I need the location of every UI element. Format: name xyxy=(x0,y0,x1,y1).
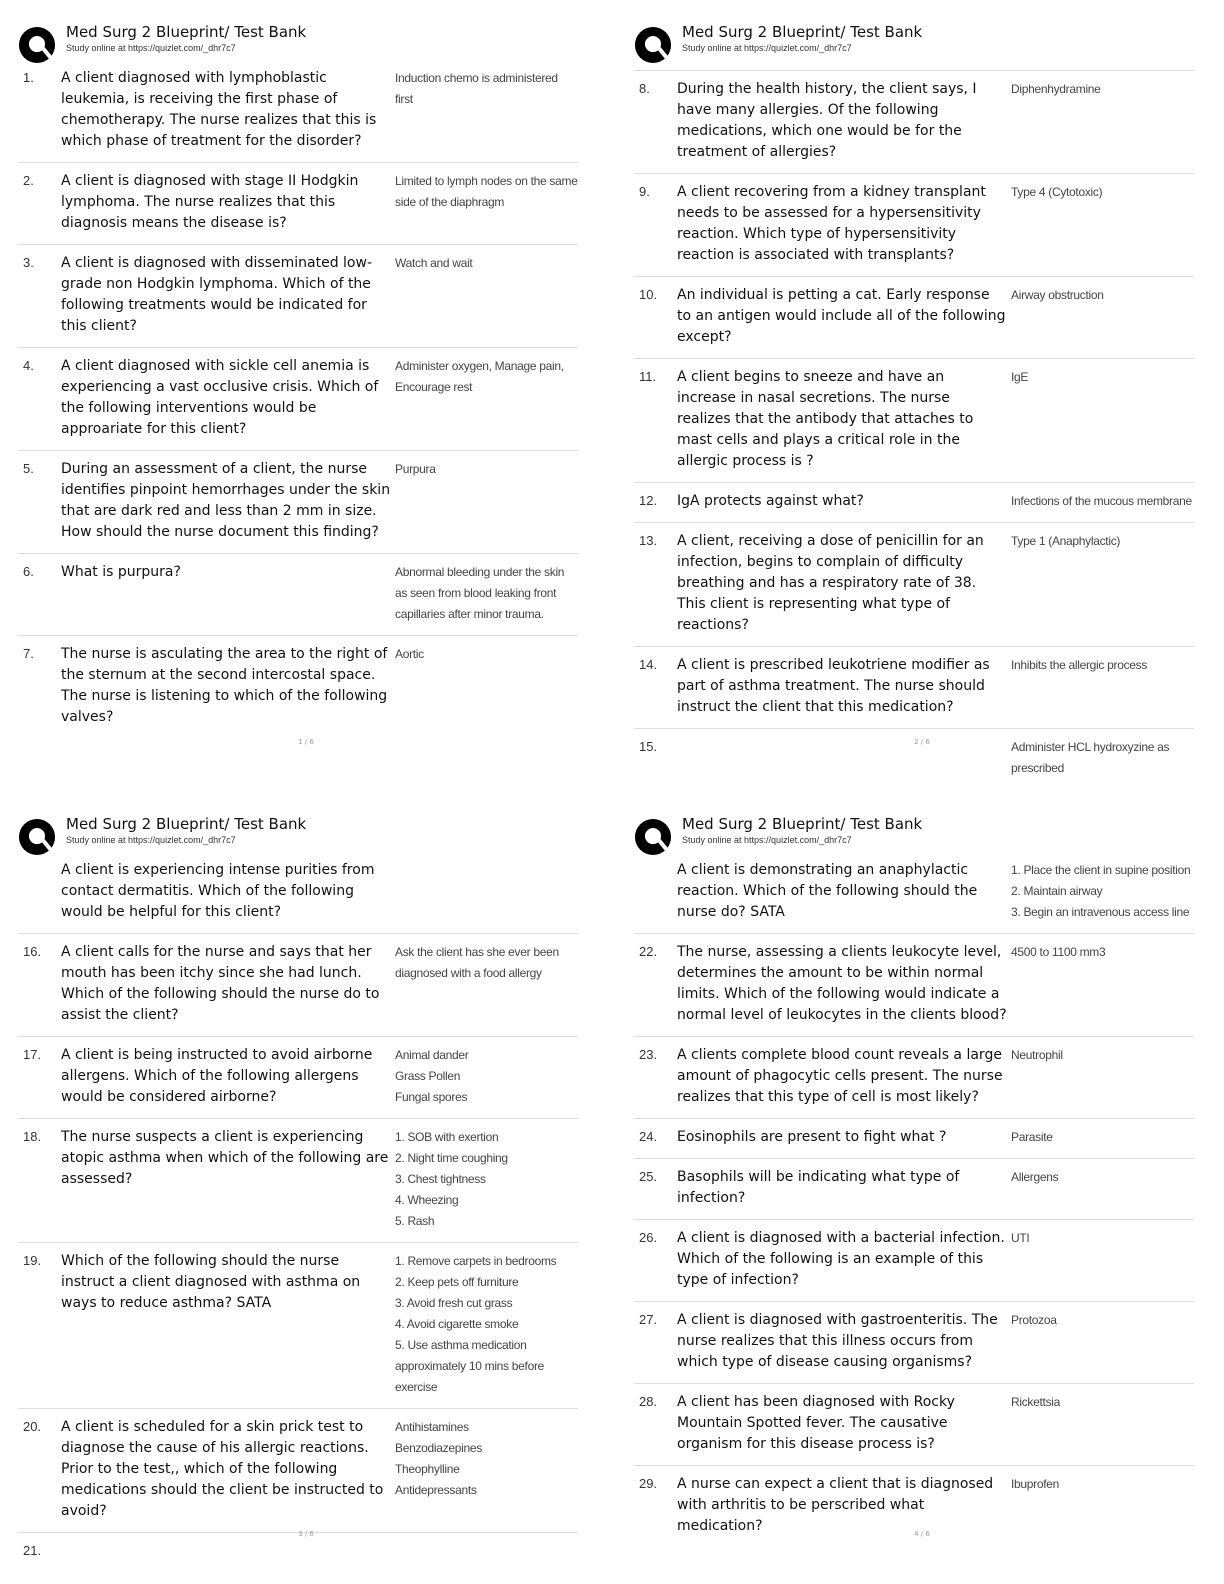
answer-text xyxy=(1007,1228,1194,1291)
qa-row xyxy=(634,1119,1194,1159)
question-number: 15. xyxy=(639,739,658,754)
answer-text xyxy=(1007,1310,1194,1373)
answer-line: Airway obstruction xyxy=(1011,288,1104,302)
question-text: A client is demonstrating an anaphylactic reaction. Which of the following should the nurse do? SATA xyxy=(677,862,978,920)
answer-line: Protozoa xyxy=(1011,1313,1057,1327)
qa-row xyxy=(18,451,578,554)
question-number xyxy=(634,860,677,923)
question-text: A nurse can expect a client that is diagnosed with arthritis to be perscribed what medication? xyxy=(677,1476,994,1534)
qa-row xyxy=(634,71,1194,174)
answer-line: Antihistamines xyxy=(395,1420,469,1434)
question-text: A client is diagnosed with gastroenteritis. The nurse realizes that this illness occurs from which type of disease causing organisms? xyxy=(677,1312,998,1370)
answer-line: Type 1 (Anaphylactic) xyxy=(1011,534,1121,548)
answer-line: Administer oxygen, Manage pain, Encourage rest xyxy=(395,359,564,394)
answer-text xyxy=(391,1045,578,1108)
answer-line: 2. Maintain airway xyxy=(1011,884,1103,898)
question-number: 24. xyxy=(639,1129,658,1144)
question-text: The nurse is asculating the area to the right of the sternum at the second intercostal space. The nurse is listening to which of the following valves? xyxy=(61,646,388,725)
qa-row xyxy=(18,1243,578,1409)
page-number: 3 / 6 xyxy=(298,1530,314,1538)
qa-list xyxy=(18,60,578,738)
qa-list xyxy=(18,852,578,1571)
qa-row xyxy=(18,163,578,245)
answer-line: 1. Place the client in supine position xyxy=(1011,863,1191,877)
answer-text xyxy=(391,171,578,234)
answer-text xyxy=(391,253,578,337)
qa-row xyxy=(18,852,578,934)
answer-line: Ask the client has she ever been diagnosed with a food allergy xyxy=(395,945,559,980)
document-page xyxy=(0,792,612,1584)
qa-row xyxy=(18,934,578,1037)
answer-text xyxy=(1007,79,1194,163)
answer-text xyxy=(391,942,578,1026)
qa-row xyxy=(634,934,1194,1037)
answer-text xyxy=(391,644,578,728)
question-text: A client has been diagnosed with Rocky Mountain Spotted fever. The causative organism for this disease process is? xyxy=(677,1394,955,1452)
qa-row xyxy=(634,1220,1194,1302)
question-text: A client recovering from a kidney transplant needs to be assessed for a hypersensitivity reaction. Which type of hypersensitivity reaction is associated with transplants? xyxy=(677,184,986,263)
answer-line: 2. Night time coughing xyxy=(395,1151,508,1165)
qa-row xyxy=(18,1119,578,1243)
study-online-link[interactable]: Study online at https://quizlet.com/_dhr7c7 xyxy=(682,835,852,845)
answer-text xyxy=(391,1541,578,1561)
answer-text xyxy=(1007,655,1194,718)
question-text: A client is diagnosed with disseminated low-grade non Hodgkin lymphoma. Which of the following treatments would be indicated for this client? xyxy=(61,255,372,334)
answer-line: Neutrophil xyxy=(1011,1048,1063,1062)
question-text: During the health history, the client says, I have many allergies. Of the following medications, which one would be for the treatment of allergies? xyxy=(677,81,977,160)
answer-text xyxy=(1007,1127,1194,1148)
qa-row xyxy=(18,554,578,636)
question-text: A client is scheduled for a skin prick test to diagnose the cause of his allergic reactions. Prior to the test,, which of the following medications should the client be instructed to avoid? xyxy=(61,1419,384,1519)
qa-row xyxy=(634,1302,1194,1384)
quizlet-logo-icon xyxy=(18,26,56,64)
qa-row xyxy=(18,245,578,348)
answer-line: 3. Begin an intravenous access line xyxy=(1011,905,1190,919)
qa-list xyxy=(634,852,1194,1547)
qa-row xyxy=(18,1533,578,1571)
question-number: 11. xyxy=(639,369,657,384)
qa-row xyxy=(634,1037,1194,1119)
answer-line: UTI xyxy=(1011,1231,1030,1245)
question-text: A client is prescribed leukotriene modifier as part of asthma treatment. The nurse should instruct the client that this medication? xyxy=(677,657,990,715)
answer-text xyxy=(1007,1045,1194,1108)
question-text xyxy=(61,1541,391,1561)
question-text: A client calls for the nurse and says that her mouth has been itchy since she had lunch. Which of the following should the nurse do to assist the client? xyxy=(61,944,380,1023)
answer-line: Grass Pollen xyxy=(395,1069,461,1083)
document-title: Med Surg 2 Blueprint/ Test Bank xyxy=(66,815,307,833)
question-text: A client diagnosed with lymphoblastic leukemia, is receiving the first phase of chemotherapy. The nurse realizes that this is which phase of treatment for the disorder? xyxy=(61,70,377,149)
question-text: A client is being instructed to avoid airborne allergens. Which of the following allergens would be considered airborne? xyxy=(61,1047,373,1105)
qa-row xyxy=(634,277,1194,359)
question-text: During an assessment of a client, the nurse identifies pinpoint hemorrhages under the skin that are dark red and less than 2 mm in size. How should the nurse document this finding? xyxy=(61,461,391,540)
document-page xyxy=(0,0,612,792)
qa-row xyxy=(634,483,1194,523)
question-number: 17. xyxy=(23,1047,42,1062)
answer-line: 5. Rash xyxy=(395,1214,435,1228)
answer-text xyxy=(391,1417,578,1522)
question-text: A client begins to sneeze and have an increase in nasal secretions. The nurse realizes that the antibody that attaches to mast cells and plays a critical role in the allergic process is ? xyxy=(677,369,974,469)
question-text: A client is diagnosed with stage II Hodgkin lymphoma. The nurse realizes that this diagnosis means the disease is? xyxy=(61,173,359,231)
qa-row xyxy=(634,647,1194,729)
answer-line: Infections of the mucous membrane xyxy=(1011,494,1192,508)
answer-line: Inhibits the allergic process xyxy=(1011,658,1148,672)
question-number: 21. xyxy=(23,1543,42,1558)
question-number: 22. xyxy=(639,944,658,959)
question-number: 28. xyxy=(639,1394,658,1409)
answer-line: 1. SOB with exertion xyxy=(395,1130,499,1144)
study-online-link[interactable]: Study online at https://quizlet.com/_dhr7c7 xyxy=(66,43,236,53)
question-number: 3. xyxy=(23,255,34,270)
answer-text xyxy=(1007,860,1194,923)
qa-row xyxy=(634,174,1194,277)
qa-row xyxy=(634,852,1194,934)
question-number: 9. xyxy=(639,184,650,199)
answer-line: Fungal spores xyxy=(395,1090,468,1104)
document-title: Med Surg 2 Blueprint/ Test Bank xyxy=(682,815,923,833)
question-number: 13. xyxy=(639,533,658,548)
study-online-link[interactable]: Study online at https://quizlet.com/_dhr7c7 xyxy=(682,43,852,53)
answer-text xyxy=(1007,285,1194,348)
question-number: 6. xyxy=(23,564,34,579)
question-number: 4. xyxy=(23,358,34,373)
question-text: A client diagnosed with sickle cell anemia is experiencing a vast occlusive crisis. Which of the following interventions would be approariate for this client? xyxy=(61,358,379,437)
qa-list xyxy=(634,70,1194,789)
qa-row xyxy=(18,348,578,451)
answer-text xyxy=(1007,182,1194,266)
question-number: 5. xyxy=(23,461,34,476)
answer-text xyxy=(1007,491,1194,512)
answer-line: 3. Chest tightness xyxy=(395,1172,486,1186)
answer-text xyxy=(391,860,578,923)
question-text: A client, receiving a dose of penicillin for an infection, begins to complain of difficulty breathing and has a respiratory rate of 38. This client is representing what type of reactions? xyxy=(677,533,984,633)
answer-text xyxy=(391,562,578,625)
question-number: 29. xyxy=(639,1476,658,1491)
answer-line: Limited to lymph nodes on the same side of the diaphragm xyxy=(395,174,578,209)
answer-line: Abnormal bleeding under the skin as seen from blood leaking front capillaries after minor trauma. xyxy=(395,565,565,621)
document-page xyxy=(616,792,1224,1584)
answer-text xyxy=(391,1251,578,1398)
question-text: An individual is petting a cat. Early response to an antigen would include all of the following except? xyxy=(677,287,1006,345)
answer-line: Purpura xyxy=(395,462,436,476)
question-number: 1. xyxy=(23,70,34,85)
answer-line: 4. Avoid cigarette smoke xyxy=(395,1317,519,1331)
question-text: Eosinophils are present to fight what ? xyxy=(677,1129,947,1145)
answer-line: 4500 to 1100 mm3 xyxy=(1011,945,1106,959)
answer-text xyxy=(1007,531,1194,636)
answer-text xyxy=(1007,1474,1194,1537)
answer-line: Benzodiazepines xyxy=(395,1441,482,1455)
question-number: 20. xyxy=(23,1419,42,1434)
page-number: 2 / 6 xyxy=(914,738,930,746)
question-number xyxy=(18,860,61,923)
answer-line: Administer HCL hydroxyzine as prescribed xyxy=(1011,740,1170,775)
answer-line: Aortic xyxy=(395,647,424,661)
question-text: IgA protects against what? xyxy=(677,493,864,509)
question-number: 23. xyxy=(639,1047,658,1062)
question-number: 27. xyxy=(639,1312,658,1327)
qa-row xyxy=(18,1409,578,1533)
answer-line: 5. Use asthma medication approximately 10 mins before exercise xyxy=(395,1338,545,1394)
question-text: What is purpura? xyxy=(61,564,181,580)
question-number: 14. xyxy=(639,657,658,672)
answer-text xyxy=(1007,1392,1194,1455)
quizlet-logo-icon xyxy=(18,818,56,856)
answer-line: 4. Wheezing xyxy=(395,1193,459,1207)
question-number: 12. xyxy=(639,493,658,508)
question-text: The nurse suspects a client is experiencing atopic asthma when which of the following are assessed? xyxy=(61,1129,389,1187)
answer-text xyxy=(1007,367,1194,472)
answer-line: 1. Remove carpets in bedrooms xyxy=(395,1254,557,1268)
page-number: 1 / 6 xyxy=(298,738,314,746)
answer-line: Animal dander xyxy=(395,1048,469,1062)
answer-text xyxy=(391,68,578,152)
answer-line: Diphenhydramine xyxy=(1011,82,1101,96)
question-number: 25. xyxy=(639,1169,658,1184)
question-text: A client is diagnosed with a bacterial infection. Which of the following is an example of this type of infection? xyxy=(677,1230,1005,1288)
answer-line: IgE xyxy=(1011,370,1029,384)
question-text: A client is experiencing intense purities from contact dermatitis. Which of the following would be helpful for this client? xyxy=(61,862,375,920)
answer-line: Rickettsia xyxy=(1011,1395,1061,1409)
question-number: 8. xyxy=(639,81,650,96)
answer-line: Allergens xyxy=(1011,1170,1059,1184)
answer-text xyxy=(391,1127,578,1232)
quizlet-logo-icon xyxy=(634,818,672,856)
qa-row xyxy=(18,1037,578,1119)
answer-line: Induction chemo is administered first xyxy=(395,71,558,106)
answer-line: Antidepressants xyxy=(395,1483,477,1497)
qa-row xyxy=(634,359,1194,483)
study-online-link[interactable]: Study online at https://quizlet.com/_dhr7c7 xyxy=(66,835,236,845)
qa-row xyxy=(634,1384,1194,1466)
quizlet-logo-icon xyxy=(634,26,672,64)
question-number: 7. xyxy=(23,646,34,661)
answer-line: 3. Avoid fresh cut grass xyxy=(395,1296,513,1310)
question-number: 16. xyxy=(23,944,42,959)
qa-row xyxy=(634,523,1194,647)
question-text: The nurse, assessing a clients leukocyte level, determines the amount to be within normal limits. Which of the following would indicate a normal level of leukocytes in the clients blood? xyxy=(677,944,1007,1023)
question-text: Basophils will be indicating what type of infection? xyxy=(677,1169,960,1206)
question-text: A clients complete blood count reveals a large amount of phagocytic cells present. The nurse realizes that this type of cell is most likely? xyxy=(677,1047,1003,1105)
question-number: 19. xyxy=(23,1253,42,1268)
question-number: 18. xyxy=(23,1129,42,1144)
answer-line: Type 4 (Cytotoxic) xyxy=(1011,185,1103,199)
qa-row xyxy=(18,636,578,738)
answer-line: 2. Keep pets off furniture xyxy=(395,1275,519,1289)
answer-line: Watch and wait xyxy=(395,256,473,270)
question-number: 26. xyxy=(639,1230,658,1245)
answer-text xyxy=(1007,1167,1194,1209)
document-title: Med Surg 2 Blueprint/ Test Bank xyxy=(682,23,923,41)
page-number: 4 / 6 xyxy=(914,1530,930,1538)
qa-row xyxy=(634,1159,1194,1220)
answer-text xyxy=(1007,942,1194,1026)
answer-line: Ibuprofen xyxy=(1011,1477,1060,1491)
qa-row xyxy=(18,60,578,163)
answer-text xyxy=(391,459,578,543)
document-page xyxy=(616,0,1224,792)
answer-line: Parasite xyxy=(1011,1130,1053,1144)
question-number: 2. xyxy=(23,173,34,188)
question-number: 10. xyxy=(639,287,658,302)
document-title: Med Surg 2 Blueprint/ Test Bank xyxy=(66,23,307,41)
question-text: Which of the following should the nurse instruct a client diagnosed with asthma on ways to reduce asthma? SATA xyxy=(61,1253,361,1311)
answer-text xyxy=(391,356,578,440)
answer-line: Theophylline xyxy=(395,1462,460,1476)
